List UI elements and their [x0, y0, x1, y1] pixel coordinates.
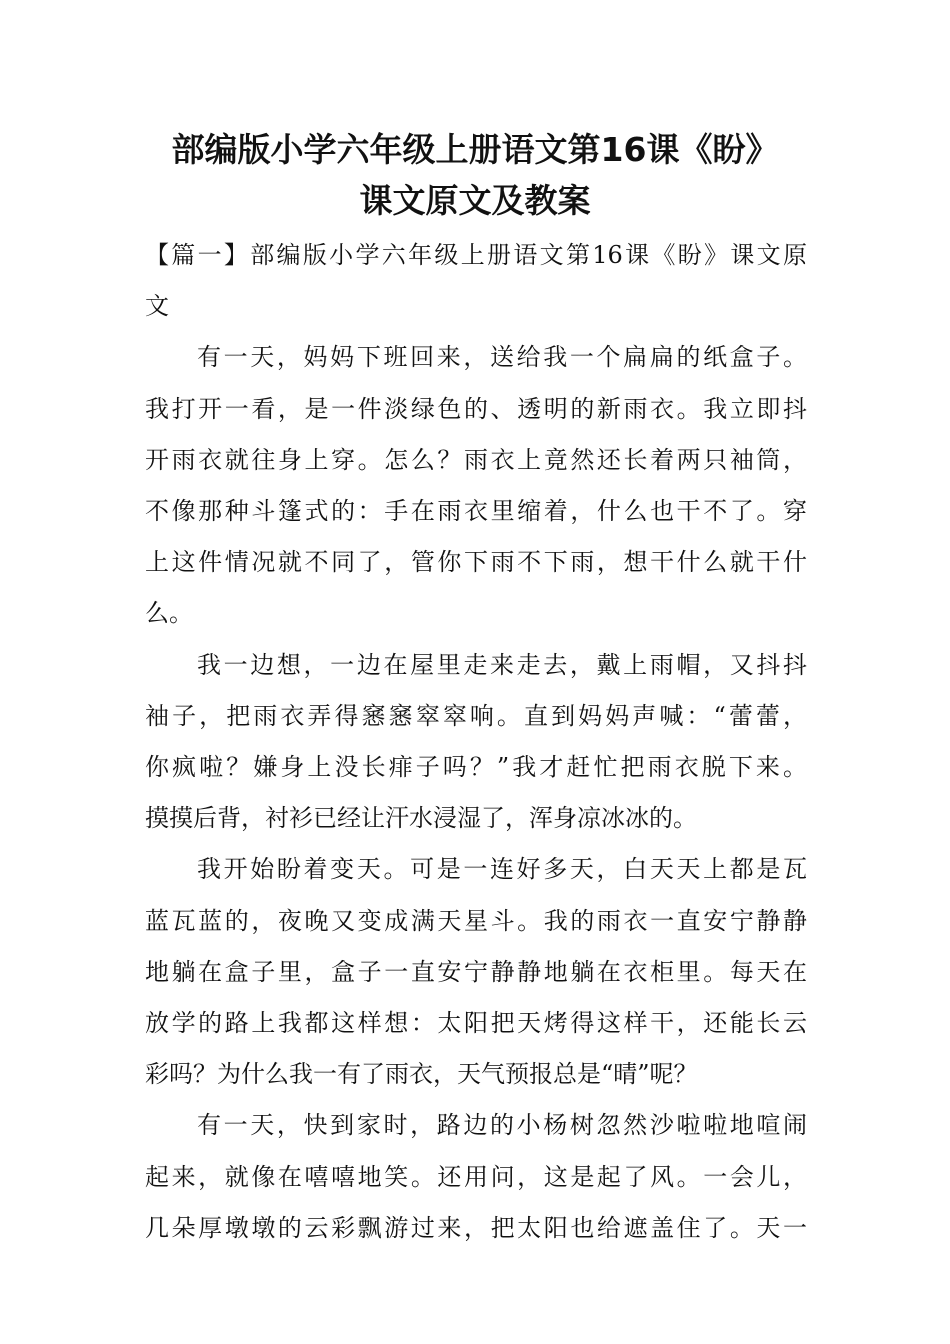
- paragraph-line: 我开始盼着变天。可是一连好多天，白天天上都是瓦: [197, 855, 807, 884]
- paragraph-line: 摸摸后背，衬衫已经让汗水浸湿了，浑身凉冰冰的。: [145, 804, 697, 833]
- paragraph-line: 么。: [145, 599, 193, 628]
- paragraph-line: 开雨衣就往身上穿。怎么？雨衣上竟然还长着两只袖筒，: [145, 445, 807, 474]
- paragraph-line: 有一天，妈妈下班回来，送给我一个扁扁的纸盒子。: [197, 343, 807, 372]
- paragraph-line: 起来，就像在嘻嘻地笑。还用问，这是起了风。一会儿，: [145, 1162, 807, 1191]
- paragraph-line: 几朵厚墩墩的云彩飘游过来，把太阳也给遮盖住了。天一: [145, 1213, 807, 1242]
- paragraph-line: 上这件情况就不同了，管你下雨不下雨，想干什么就干什: [145, 548, 807, 577]
- paragraph-3: [145, 844, 807, 1100]
- paragraph-4: [145, 1100, 807, 1254]
- paragraph-line: 放学的路上我都这样想：太阳把天烤得这样干，还能长云: [145, 1009, 807, 1038]
- title-line-1: 部编版小学六年级上册语文第16课《盼》: [171, 130, 779, 169]
- paragraph-2: [145, 640, 807, 845]
- section-heading-line: 【篇一】部编版小学六年级上册语文第16课《盼》课文原: [145, 241, 807, 269]
- document-title: [100, 124, 850, 226]
- paragraph-line: 地躺在盒子里，盒子一直安宁静静地躺在衣柜里。每天在: [145, 957, 807, 986]
- paragraph-line: 我一边想，一边在屋里走来走去，戴上雨帽，又抖抖: [197, 650, 807, 679]
- paragraph-line: 彩吗？为什么我一有了雨衣，天气预报总是“晴”呢？: [145, 1060, 698, 1089]
- paragraph-line: 有一天，快到家时，路边的小杨树忽然沙啦啦地喧闹: [197, 1111, 807, 1140]
- paragraph-line: 你疯啦？嫌身上没长痱子吗？”我才赶忙把雨衣脱下来。: [145, 753, 807, 782]
- section-heading: [145, 230, 807, 332]
- title-line-2: 课文原文及教案: [359, 181, 591, 220]
- paragraph-line: 不像那种斗篷式的：手在雨衣里缩着，什么也干不了。穿: [145, 497, 807, 526]
- section-heading-line: 文: [145, 292, 169, 321]
- paragraph-1: [145, 332, 807, 639]
- paragraph-line: 蓝瓦蓝的，夜晚又变成满天星斗。我的雨衣一直安宁静静: [145, 906, 807, 935]
- paragraph-line: 袖子，把雨衣弄得窸窸窣窣响。直到妈妈声喊：“蕾蕾，: [145, 701, 807, 730]
- paragraph-line: 我打开一看，是一件淡绿色的、透明的新雨衣。我立即抖: [145, 394, 807, 423]
- document-body: [145, 230, 807, 1254]
